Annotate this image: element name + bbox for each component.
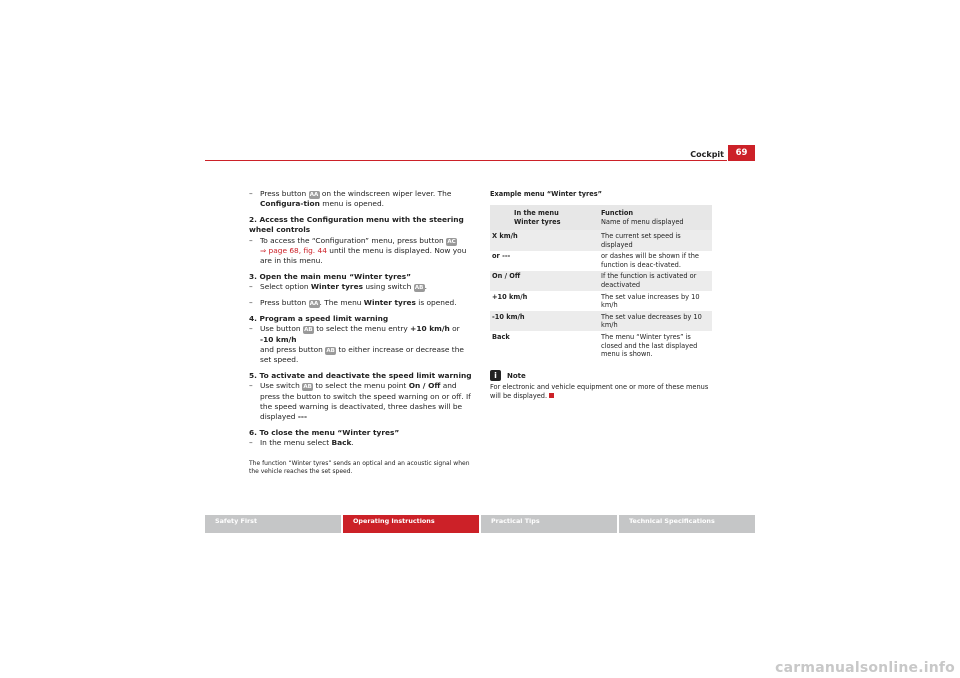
step-2-item	[249, 236, 474, 267]
control-key-ab-icon: AB	[414, 285, 424, 292]
table-cell-item: -10 km/h	[490, 311, 595, 331]
column-header-menu: In the menu	[514, 209, 559, 218]
table-cell-function: or dashes will be shown if the function is deac-tivated.	[601, 252, 699, 269]
menu-entry-plus-10: +10 km/h	[410, 324, 450, 334]
step-6-item	[249, 438, 474, 448]
table-cell-function: The current set speed is displayed	[595, 230, 712, 250]
text-run: menu is opened.	[319, 199, 385, 209]
table-cell-function: If the function is activated or deactivated	[595, 271, 712, 291]
menu-name-winter-tyres: Winter tyres	[310, 282, 363, 292]
text-run: or	[449, 324, 460, 334]
step-5-item	[249, 381, 474, 422]
function-description: The function “Winter tyres” sends an optical and an acoustic signal when the vehicle reaches the set speed.	[249, 459, 470, 476]
winter-tyres-menu-table	[490, 205, 712, 360]
example-column	[490, 189, 714, 401]
step-1-item	[249, 189, 474, 210]
tab-technical-specifications[interactable]: Technical Specifications	[619, 515, 755, 533]
instructions-column	[249, 189, 474, 477]
menu-entry-back: Back	[331, 438, 352, 448]
header-divider	[205, 160, 727, 161]
text-run: using switch	[363, 282, 414, 292]
text-run: .	[351, 438, 354, 448]
table-cell-item: On / Off	[490, 271, 595, 291]
section-end-marker-icon	[549, 393, 554, 398]
step-3-heading: 3. Open the main menu “Winter tyres”	[249, 272, 412, 282]
text-run: Select option	[260, 282, 311, 292]
note-label: Note	[507, 371, 526, 380]
menu-entry-minus-10: -10 km/h	[260, 334, 297, 344]
text-run: and press button	[260, 344, 326, 354]
step-5-heading: 5. To activate and deactivate the speed limit warning	[249, 370, 472, 380]
table-row	[490, 311, 712, 331]
menu-name-winter-tyres: Winter tyres	[363, 298, 416, 308]
table-cell-function: The set value increases by 10 km/h	[601, 292, 700, 310]
text-run: . The menu	[319, 298, 364, 308]
control-key-ac-icon: AC	[447, 238, 456, 245]
column-header-winter-tyres: Winter tyres	[514, 217, 561, 226]
column-header-function: Function	[601, 209, 634, 218]
table-row	[490, 271, 712, 291]
list-dash: –	[249, 298, 253, 308]
text-run: and press the button to switch the speed warning on or off. If the speed warning is deactivated, three dashes will be displayed	[260, 381, 471, 422]
table-header-row	[490, 205, 712, 230]
text-run: to select the menu point	[313, 381, 409, 391]
text-run: Use button	[260, 324, 303, 334]
example-title: Example menu “Winter tyres”	[490, 190, 603, 198]
note-info-icon: i	[490, 370, 501, 381]
table-row	[490, 291, 712, 311]
menu-name-configuration: Configura-tion	[260, 199, 320, 209]
table-row	[490, 230, 712, 250]
tab-safety-first[interactable]: Safety First	[205, 515, 341, 533]
page-reference-link[interactable]: ⇒ page 68, fig. 44	[260, 245, 327, 255]
table-row	[490, 251, 712, 271]
text-run: to either increase or decrease the set speed.	[260, 344, 464, 365]
menu-entry-on-off: On / Off	[408, 381, 441, 391]
step-4-item	[249, 324, 474, 365]
table-cell-function: The set value decreases by 10 km/h	[595, 311, 712, 331]
table-cell-function: The menu “Winter tyres” is closed and the last displayed menu is shown.	[601, 332, 698, 359]
text-run: To access the “Configuration” menu, press button	[260, 235, 447, 245]
text-run: until the menu is displayed. Now you are in this menu.	[260, 245, 467, 266]
control-key-ab-icon: AB	[303, 384, 312, 391]
step-3a-item	[249, 282, 474, 292]
table-cell-item: or ---	[492, 252, 511, 261]
step-3b-item	[249, 298, 474, 308]
note-header	[490, 370, 714, 381]
table-cell-item: X km/h	[490, 230, 595, 250]
footer-tabs	[205, 515, 755, 533]
text-run: on the windscreen wiper lever. The	[319, 189, 452, 198]
list-dash: –	[249, 438, 253, 448]
text-run: .	[424, 282, 427, 292]
note-text	[490, 383, 714, 401]
control-key-aa-icon: AA	[309, 192, 319, 198]
column-header-name: Name of menu displayed	[601, 217, 684, 226]
control-key-ab-icon: AB	[304, 327, 313, 334]
step-2-heading: 2. Access the Configuration menu with the steering wheel controls	[249, 215, 464, 235]
tab-practical-tips[interactable]: Practical Tips	[481, 515, 617, 533]
list-dash: –	[249, 381, 253, 391]
step-4-heading: 4. Program a speed limit warning	[249, 313, 389, 323]
text-run: In the menu select	[260, 438, 332, 448]
note-body-text: For electronic and vehicle equipment one or more of these menus will be displayed.	[490, 383, 709, 401]
list-dash: –	[249, 189, 253, 198]
table-cell-item: Back	[492, 332, 510, 341]
table-cell-item: +10 km/h	[492, 292, 528, 301]
list-dash: –	[249, 324, 253, 334]
table-row	[490, 331, 712, 360]
control-key-aa-icon: AA	[309, 301, 319, 308]
text-run: to select the menu entry	[313, 324, 411, 334]
text-run: Press button	[260, 189, 307, 198]
text-run: Use switch	[260, 381, 303, 391]
text-run: is opened.	[415, 298, 457, 308]
step-6-heading: 6. To close the menu “Winter tyres”	[249, 427, 400, 437]
list-dash: –	[249, 235, 253, 245]
tab-operating-instructions[interactable]: Operating Instructions	[343, 515, 479, 533]
page-number-badge: 69	[728, 145, 755, 161]
text-run: Press button	[260, 298, 309, 308]
list-dash: –	[249, 282, 253, 292]
watermark: carmanualsonline.info	[775, 660, 955, 676]
dashes-symbol: ---	[297, 412, 308, 422]
page-header-title: Cockpit	[690, 150, 724, 159]
control-key-ab-icon: AB	[326, 347, 335, 354]
